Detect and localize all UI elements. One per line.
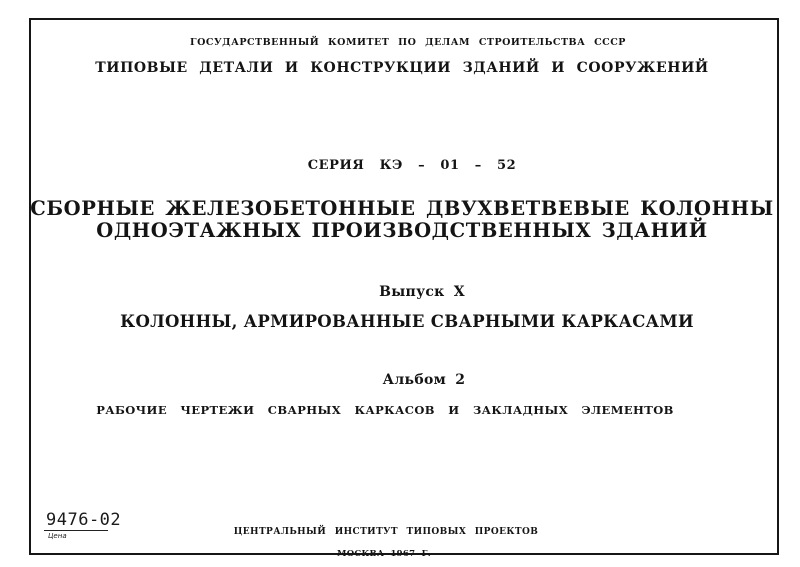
main-title-line-2: ОДНОЭТАЖНЫХ ПРОИЗВОДСТВЕННЫХ ЗДАНИЙ <box>96 219 708 242</box>
main-title-line-1: СБОРНЫЕ ЖЕЛЕЗОБЕТОННЫЕ ДВУХВЕТВЕВЫЕ КОЛОННЫ <box>30 197 774 220</box>
issue-label: Выпуск X <box>379 284 465 300</box>
album-title: РАБОЧИЕ ЧЕРТЕЖИ СВАРНЫХ КАРКАСОВ И ЗАКЛАДНЫХ ЭЛЕМЕНТОВ <box>96 403 674 417</box>
album-label: Альбом 2 <box>382 372 466 388</box>
committee-name: ГОСУДАРСТВЕННЫЙ КОМИТЕТ ПО ДЕЛАМ СТРОИТЕЛЬСТВА СССР <box>190 37 626 48</box>
stamp-underline <box>44 530 108 531</box>
collection-title: ТИПОВЫЕ ДЕТАЛИ И КОНСТРУКЦИИ ЗДАНИЙ И СООРУЖЕНИЙ <box>95 60 709 76</box>
main-title <box>2 198 800 242</box>
institute-name: ЦЕНТРАЛЬНЫЙ ИНСТИТУТ ТИПОВЫХ ПРОЕКТОВ <box>233 527 539 537</box>
issue-title: КОЛОННЫ, АРМИРОВАННЫЕ СВАРНЫМИ КАРКАСАМИ <box>120 312 694 331</box>
inventory-stamp-number: 9476-02 <box>46 510 122 530</box>
series-code: СЕРИЯ КЭ – 01 – 52 <box>307 158 517 173</box>
stamp-price-label: Цена <box>48 532 67 540</box>
city-year: МОСКВА 1967 Г. <box>336 549 432 559</box>
